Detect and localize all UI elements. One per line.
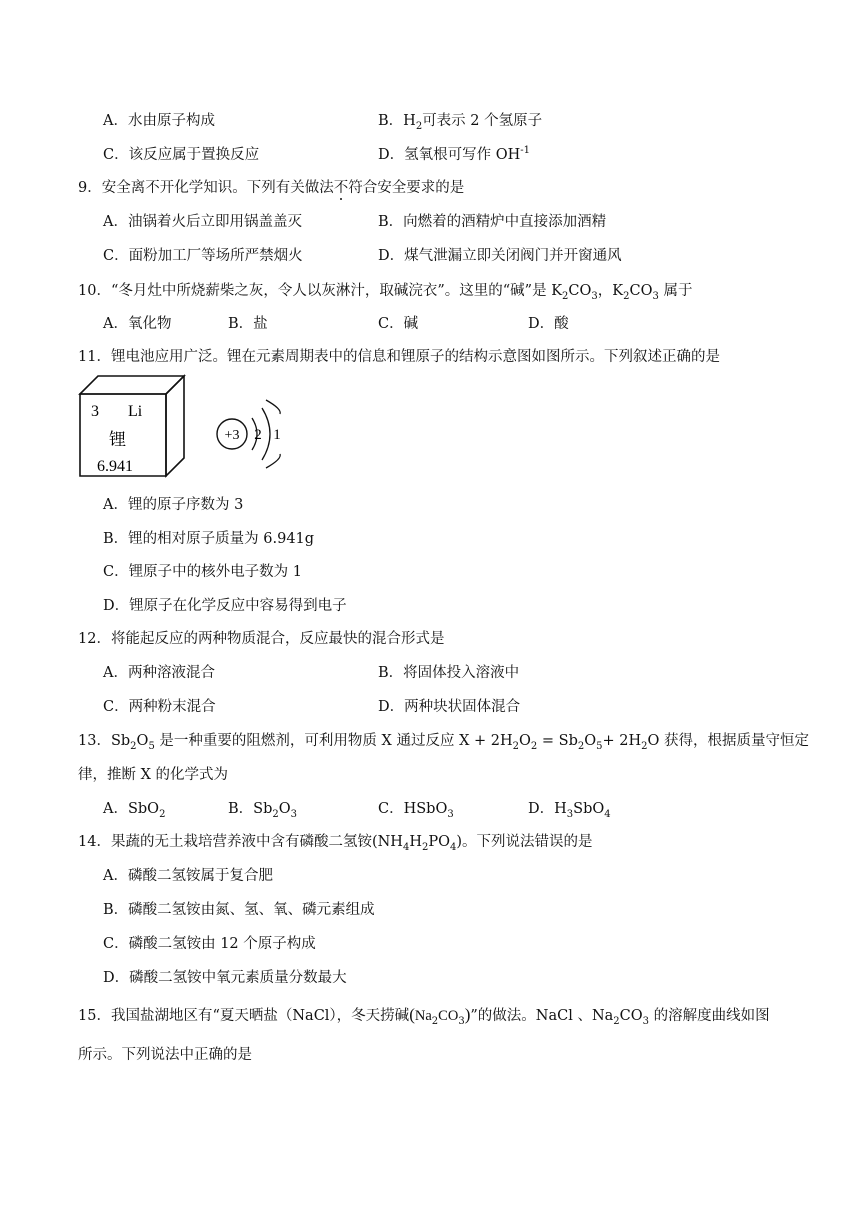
cell-element-name: 锂 — [109, 430, 126, 450]
q9-option-d: D．煤气泄漏立即关闭阀门并开窗通风 — [378, 248, 622, 264]
q11-stem: 11．锂电池应用广泛。锂在元素周期表中的信息和锂原子的结构示意图如图所示。下列叙述正确的是 — [78, 349, 720, 365]
atom-structure-diagram — [217, 400, 281, 468]
nucleus-charge: +3 — [224, 428, 240, 443]
cell-atomic-number: 3 — [91, 403, 99, 420]
q14-option-b: B．磷酸二氢铵由氮、氢、氧、磷元素组成 — [103, 902, 375, 918]
q10-stem: 10．“冬月灶中所烧薪柴之灰，令人以灰淋汁，取碱浣衣”。这里的“碱”是 $K_2CO_3$，$K_2CO_3$ 属于 — [78, 283, 693, 302]
q11-option-c: C．锂原子中的核外电子数为 1 — [103, 564, 302, 580]
q13-option-c: C．HSbO$_3$ — [378, 801, 454, 820]
q14-option-c: C．磷酸二氢铵由 12 个原子构成 — [103, 936, 316, 952]
q13-stem-line1: 13．$Sb_2O_5$ 是一种重要的阻燃剂，可利用物质 X 通过反应 $X + 2H_2O_2 = Sb_2O_5+ 2H_2O$ 获得，根据质量守恒定 — [78, 733, 810, 752]
q8-option-a: A．水由原子构成 — [103, 113, 215, 129]
q12-stem: 12．将能起反应的两种物质混合，反应最快的混合形式是 — [78, 631, 445, 647]
q14-stem: 14．果蔬的无土栽培营养液中含有磷酸二氢铵$(NH_4H_2PO_4)$。下列说法错误的是 — [78, 834, 593, 853]
q11-figure — [78, 372, 308, 482]
q9-option-b: B．向燃着的酒精炉中直接添加酒精 — [378, 214, 607, 230]
q10-option-d: D．酸 — [528, 316, 569, 332]
q8-option-d: D．氢氧根可写作 $OH^{-1}$ — [378, 145, 531, 163]
q8-option-b: B．$H_2$可表示 2 个氢原子 — [378, 113, 543, 132]
shell-2-electrons: 1 — [273, 427, 281, 443]
q9-option-c: C．面粉加工厂等场所严禁烟火 — [103, 248, 303, 264]
q13-option-b: B．$Sb_2O_3$ — [228, 801, 298, 820]
q9-option-a: A．油锅着火后立即用锅盖盖灭 — [103, 214, 302, 230]
q11-option-b: B．锂的相对原子质量为 6.941g — [103, 531, 315, 547]
q13-stem-line2: 律，推断 X 的化学式为 — [78, 767, 229, 783]
q12-option-a: A．两种溶液混合 — [103, 665, 215, 681]
q12-option-b: B．将固体投入溶液中 — [378, 665, 520, 681]
q13-option-d: D．$H_3SbO_4$ — [528, 801, 611, 820]
shell-1-electrons: 2 — [254, 427, 262, 443]
cell-symbol: Li — [128, 403, 143, 420]
q9-stem: 9．安全离不开化学知识。下列有关做法不符合安全要求的是 — [78, 180, 465, 196]
na2co3-formula: ( — [409, 1005, 415, 1024]
q14-option-a: A．磷酸二氢铵属于复合肥 — [103, 868, 273, 884]
q8-option-c: C．该反应属于置换反应 — [103, 147, 260, 163]
q11-option-d: D．锂原子在化学反应中容易得到电子 — [103, 598, 347, 614]
q10-option-c: C．碱 — [378, 316, 419, 332]
q12-option-d: D．两种块状固体混合 — [378, 699, 521, 715]
q13-option-a: A．SbO$_2$ — [103, 801, 166, 820]
q12-option-c: C．两种粉末混合 — [103, 699, 216, 715]
q15-stem-line2: 所示。下列说法中正确的是 — [78, 1047, 252, 1063]
q11-option-a: A．锂的原子序数为 3 — [103, 497, 244, 513]
q10-option-b: B．盐 — [228, 316, 268, 332]
q10-option-a: A．氧化物 — [103, 316, 172, 332]
q14-option-d: D．磷酸二氢铵中氧元素质量分数最大 — [103, 970, 347, 986]
q15-stem-line1: 15．我国盐湖地区有“夏天晒盐（NaCl），冬天捞碱$(Na_2CO_3)$”的做法。NaCl 、$Na_2CO_3$ 的溶解度曲线如图 — [78, 1005, 770, 1027]
cell-atomic-mass: 6.941 — [97, 458, 133, 475]
